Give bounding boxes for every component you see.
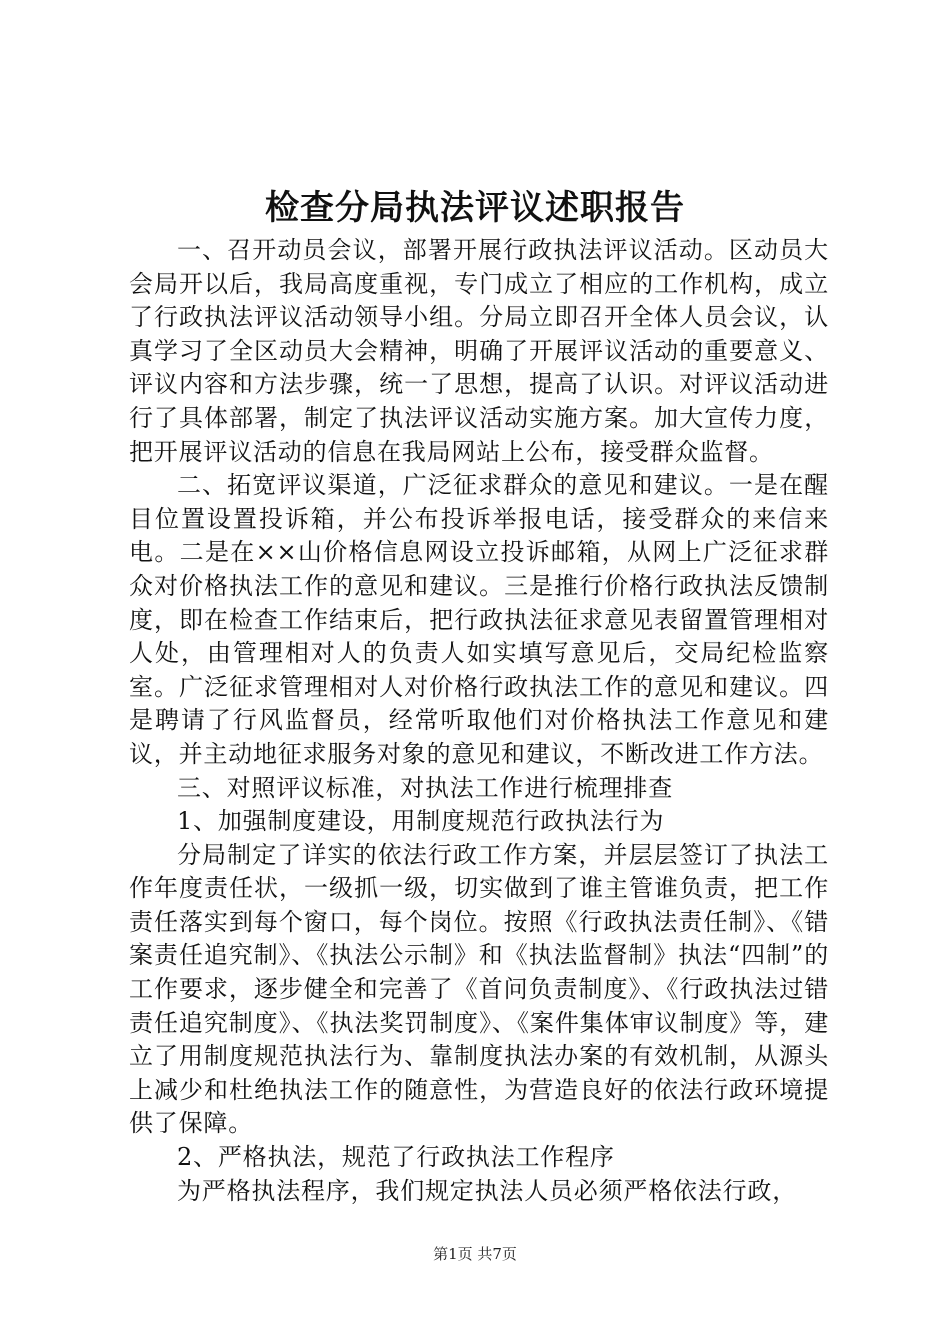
- paragraph-enforcement-procedure: 为严格执法程序，我们规定执法人员必须严格依法行政，: [177, 1176, 797, 1205]
- subheading-strict-enforcement: 2、严格执法，规范了行政执法工作程序: [177, 1143, 615, 1172]
- paragraph-broaden-channels: 二、拓宽评议渠道，广泛征求群众的意见和建议。一是在醒目位置设置投诉箱，并公布投诉举报电话，接受群众的来信来电。二是在××山价格信息网设立投诉邮箱，从网上广泛征求群众对价格执法工作的意见和建议。三是推行价格行政执法反馈制度，即在检查工作结束后，把行政执法征求意见表留置管理相对人处，由管理相对人的负责人如实填写意见后，交局纪检监察室。广泛征求管理相对人对价格行政执法工作的意见和建议。四是聘请了行风监督员，经常听取他们对价格执法工作意见和建议，并主动地征求服务对象的意见和建议，不断改进工作方法。: [129, 471, 829, 768]
- page-number-footer: 第1页 共7页: [433, 1245, 517, 1263]
- paragraph-work-plan: 分局制定了详实的依法行政工作方案，并层层签订了执法工作年度责任状，一级抓一级，切实做到了谁主管谁负责，把工作责任落实到每个窗口，每个岗位。按照《行政执法责任制》、《错案责任追究制》、《执法公示制》和《执法监督制》执法“四制”的工作要求，逐步健全和完善了《首问负责制度》、《行政执法过错责任追究制度》、《执法奖罚制度》、《案件集体审议制度》等，建立了用制度规范执法行为、靠制度执法办案的有效机制，从源头上减少和杜绝执法工作的随意性，为营造良好的依法行政环境提供了保障。: [129, 840, 829, 1138]
- document-title: 检查分局执法评议述职报告: [265, 188, 685, 228]
- subheading-system-building: 1、加强制度建设，用制度规范行政执法行为: [177, 807, 665, 836]
- paragraph-mobilization-meeting: 一、召开动员会议，部署开展行政执法评议活动。区动员大会局开以后，我局高度重视，专门成立了相应的工作机构，成立了行政执法评议活动领导小组。分局立即召开全体人员会议，认真学习了全区动员大会精神，明确了开展评议活动的重要意义、评议内容和方法步骤，统一了思想，提高了认识。对评议活动进行了具体部署，制定了执法评议活动实施方案。加大宣传力度，把开展评议活动的信息在我局网站上公布，接受群众监督。: [129, 236, 829, 466]
- document-body: [129, 234, 829, 1208]
- section-heading-review-standards: 三、对照评议标准，对执法工作进行梳理排查: [177, 773, 673, 802]
